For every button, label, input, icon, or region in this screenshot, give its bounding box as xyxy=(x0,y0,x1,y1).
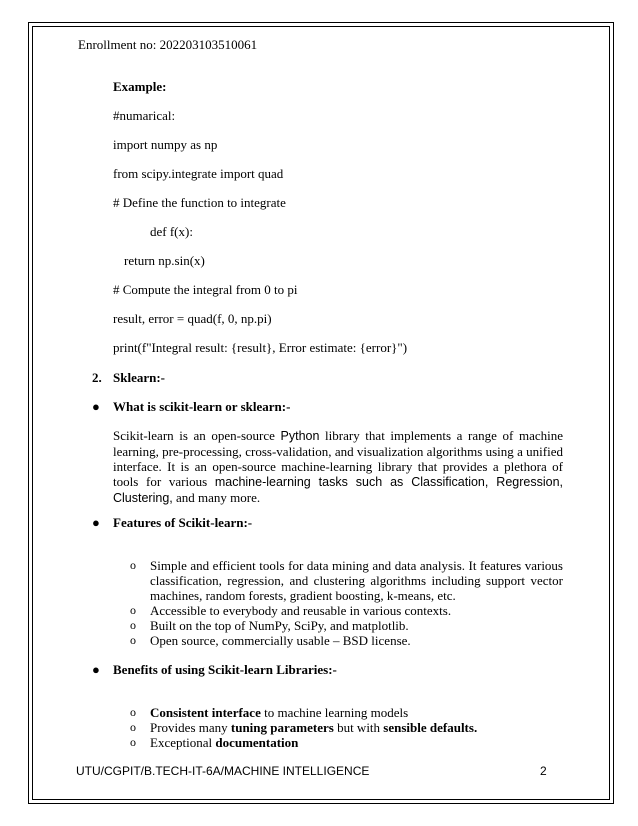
code-line: from scipy.integrate import quad xyxy=(113,166,284,181)
example-label: Example: xyxy=(113,79,167,94)
code-line: result, error = quad(f, 0, np.pi) xyxy=(113,311,272,326)
code-line: return np.sin(x) xyxy=(124,253,205,268)
page-number: 2 xyxy=(540,764,547,778)
circle-bullet-icon: o xyxy=(130,603,136,617)
enrollment-header: Enrollment no: 202203103510061 xyxy=(78,37,258,52)
what-heading: What is scikit-learn or sklearn:- xyxy=(113,399,291,414)
code-line: #numarical: xyxy=(113,108,176,123)
code-line: # Define the function to integrate xyxy=(113,195,286,210)
section-title: Sklearn:- xyxy=(113,370,165,385)
feature-item: Simple and efficient tools for data mining and data analysis. It features various classification, regression, and clustering algorithms including support vector machines, random forests, gradient boosting, k-means, etc. xyxy=(150,558,563,603)
benefits-heading: Benefits of using Scikit-learn Libraries:- xyxy=(113,662,337,677)
code-line: # Compute the integral from 0 to pi xyxy=(113,282,298,297)
feature-item: Open source, commercially usable – BSD license. xyxy=(150,633,411,648)
benefit-item: Provides many tuning parameters but with sensible defaults. xyxy=(150,720,478,735)
circle-bullet-icon: o xyxy=(130,735,136,749)
code-line: def f(x): xyxy=(150,224,193,239)
circle-bullet-icon: o xyxy=(130,705,136,719)
bullet-icon: ● xyxy=(92,662,100,677)
feature-item: Accessible to everybody and reusable in various contexts. xyxy=(150,603,452,618)
code-line: print(f"Integral result: {result}, Error estimate: {error}") xyxy=(113,340,408,355)
circle-bullet-icon: o xyxy=(130,720,136,734)
bullet-icon: ● xyxy=(92,515,100,530)
benefit-item: Exceptional documentation xyxy=(150,735,299,750)
bullet-icon: ● xyxy=(92,399,100,414)
benefit-item: Consistent interface to machine learning models xyxy=(150,705,409,720)
what-paragraph: Scikit-learn is an open-source Python library that implements a range of machine learning, pre-processing, cross-validation, and visualization algorithms using a unified interface. It is an open-source machine-learning library that provides a plethora of tools for various machine-learning tasks such as Classification, Regression, Clustering, and many more. xyxy=(113,428,563,505)
code-line: import numpy as np xyxy=(113,137,218,152)
section-number: 2. xyxy=(92,370,102,385)
footer-course: UTU/CGPIT/B.TECH-IT-6A/MACHINE INTELLIGENCE xyxy=(76,764,370,778)
circle-bullet-icon: o xyxy=(130,618,136,632)
circle-bullet-icon: o xyxy=(130,558,136,572)
feature-item: Built on the top of NumPy, SciPy, and matplotlib. xyxy=(150,618,409,633)
circle-bullet-icon: o xyxy=(130,633,136,647)
features-heading: Features of Scikit-learn:- xyxy=(113,515,253,530)
